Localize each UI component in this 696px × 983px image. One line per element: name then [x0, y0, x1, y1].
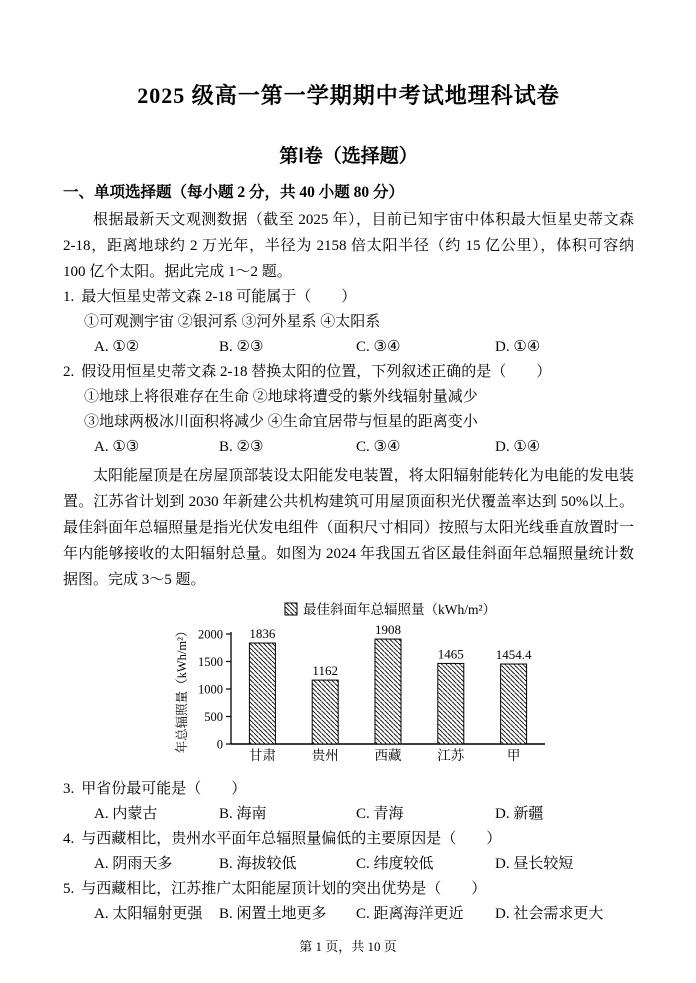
x-category-label: 贵州: [311, 748, 339, 763]
question-2-stem: [63, 360, 634, 385]
bar-chart-figure: [173, 598, 634, 775]
question-4-stem: [63, 827, 634, 852]
question-3: [63, 777, 634, 827]
x-category-label: 甘肃: [248, 748, 276, 763]
option-c: C. 纬度较低: [356, 856, 434, 872]
question-4-options: [63, 852, 634, 877]
question-3-stem: [63, 777, 634, 802]
question-1-options: [63, 335, 634, 360]
option-a: A. ①③: [94, 439, 140, 455]
question-number: 4.: [63, 831, 75, 847]
question-stem-text: 甲省份最可能是（ ）: [81, 781, 247, 797]
question-2-subitems-1: ①地球上将很难存在生命 ②地球将遭受的紫外线辐射量减少: [84, 389, 478, 405]
legend-label: 最佳斜面年总辐照量（kWh/m²）: [303, 602, 497, 617]
y-tick-label: 1000: [198, 682, 223, 697]
question-stem-text: 与西藏相比，江苏推广太阳能屋顶计划的突出优势是（ ）: [81, 881, 487, 897]
question-1: [63, 285, 634, 360]
bar-贵州: [312, 680, 338, 744]
question-stem-text: 最大恒星史蒂文森 2-18 可能属于（ ）: [81, 289, 357, 305]
option-a: A. ①②: [94, 339, 140, 355]
x-category-label: 甲: [506, 748, 521, 763]
option-b: B. ②③: [219, 439, 264, 455]
option-d: D. 新疆: [495, 806, 544, 822]
page-title: 2025 级高一第一学期期中考试地理科试卷: [137, 83, 560, 108]
question-5: [63, 877, 634, 927]
y-tick-label: 500: [204, 710, 223, 724]
option-d: D. 社会需求更大: [495, 906, 604, 922]
x-category-label: 江苏: [437, 748, 465, 763]
bar-value-label: 1908: [375, 622, 401, 638]
option-d: D. ①④: [495, 439, 541, 455]
question-3-options: [63, 802, 634, 827]
option-c: C. ③④: [356, 339, 401, 355]
section-title: 第Ⅰ卷（选择题）: [279, 146, 418, 167]
question-1-subitems: ①可观测宇宙 ②银河系 ③河外星系 ④太阳系: [84, 314, 381, 330]
question-1-stem: [63, 285, 634, 310]
chart-legend: [285, 601, 496, 617]
option-d: D. ①④: [495, 339, 541, 355]
y-tick-label: 1500: [198, 655, 223, 669]
question-number: 1.: [63, 289, 75, 305]
question-stem-text: 与西藏相比，贵州水平面年总辐照量偏低的主要原因是（ ）: [81, 831, 502, 847]
chart-svg: [173, 598, 553, 770]
passage-2: 太阳能屋顶是在房屋顶部装设太阳能发电装置，将太阳辐射能转化为电能的发电装置。江苏省计划到 2030 年新建公共机构建筑可用屋顶面积光伏覆盖率达到 50%以上。最佳斜面年总辐照量是指光伏发电组件（面积尺寸相同）按照与太阳光线垂直放置时一年内能够接收的太阳辐射总量。如图为 2024 年我国五省区最佳斜面年总辐照量统计数据图。完成 3～5 题。: [63, 468, 634, 588]
option-c: C. 青海: [356, 806, 404, 822]
option-a: A. 阴雨天多: [94, 856, 173, 872]
question-2-subitems-2: ③地球两极冰川面积将减少 ④生命宜居带与恒星的距离变小: [84, 414, 478, 430]
question-2: [63, 360, 634, 460]
question-4: [63, 827, 634, 877]
question-number: 5.: [63, 881, 75, 897]
bar-甲: [501, 664, 527, 744]
page-number-footer: 第 1 页，共 10 页: [299, 939, 397, 954]
question-2-options: [63, 435, 634, 460]
bar-江苏: [438, 663, 464, 744]
passage-1: 根据最新天文观测数据（截至 2025 年），目前已知宇宙中体积最大恒星史蒂文森 2-18，距离地球约 2 万光年，半径为 2158 倍太阳半径（约 15 亿公里），体积可容纳 100 亿个太阳。据此完成 1～2 题。: [63, 212, 634, 280]
x-category-label: 西藏: [374, 748, 402, 763]
option-b: B. 闲置土地更多: [219, 906, 327, 922]
bar-value-label: 1162: [312, 663, 338, 679]
option-b: B. ②③: [219, 339, 264, 355]
y-tick-label: 0: [216, 737, 223, 752]
option-c: C. 距离海洋更近: [356, 906, 464, 922]
option-b: B. 海南: [219, 806, 267, 822]
option-c: C. ③④: [356, 439, 401, 455]
question-5-options: [63, 902, 634, 927]
option-a: A. 内蒙古: [94, 806, 158, 822]
question-stem-text: 假设用恒星史蒂文森 2-18 替换太阳的位置，下列叙述正确的是（ ）: [81, 364, 552, 380]
legend-hatch-swatch-icon: [285, 603, 297, 615]
option-b: B. 海拔较低: [219, 856, 297, 872]
question-number: 3.: [63, 781, 75, 797]
question-number: 2.: [63, 364, 75, 380]
option-a: A. 太阳辐射更强: [94, 906, 203, 922]
y-axis-label: 年总辐照量（kWh/m²）: [175, 624, 189, 754]
option-d: D. 昼长较短: [495, 856, 574, 872]
question-5-stem: [63, 877, 634, 902]
y-tick-label: 2000: [198, 627, 223, 642]
bar-西藏: [375, 639, 401, 744]
part-heading: 一、单项选择题（每小题 2 分，共 40 小题 80 分）: [63, 184, 405, 201]
bar-value-label: 1454.4: [495, 647, 532, 663]
bar-甘肃: [249, 643, 275, 744]
bar-value-label: 1836: [249, 626, 276, 642]
bar-value-label: 1465: [437, 646, 464, 662]
